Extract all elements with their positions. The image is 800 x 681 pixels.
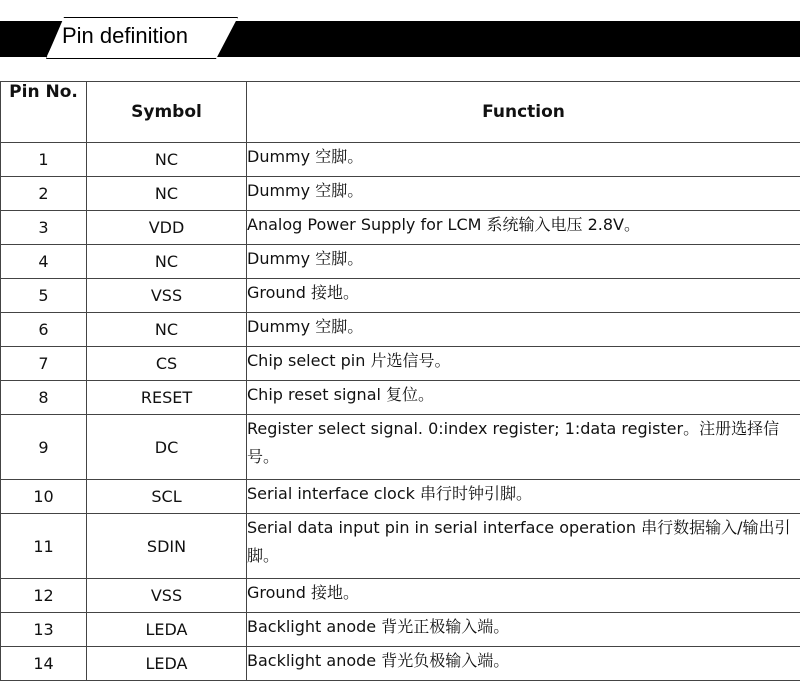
table-row [1, 613, 800, 647]
pin-symbol: NC [87, 245, 247, 279]
pin-function: Serial interface clock 串行时钟引脚。 [247, 480, 800, 514]
table-row [1, 647, 800, 681]
pin-number: 11 [1, 514, 87, 579]
header-symbol: Symbol [87, 82, 247, 143]
pin-number: 2 [1, 177, 87, 211]
pin-function: Dummy 空脚。 [247, 313, 800, 347]
table-row [1, 313, 800, 347]
table-row [1, 347, 800, 381]
pin-number: 12 [1, 579, 87, 613]
table-row [1, 579, 800, 613]
pin-number: 8 [1, 381, 87, 415]
pin-function: Chip reset signal 复位。 [247, 381, 800, 415]
pin-number: 10 [1, 480, 87, 514]
pin-symbol: SDIN [87, 514, 247, 579]
pin-symbol: VDD [87, 211, 247, 245]
pin-number: 13 [1, 613, 87, 647]
pin-symbol: LEDA [87, 613, 247, 647]
pin-number: 1 [1, 143, 87, 177]
table-row [1, 143, 800, 177]
pin-function: Dummy 空脚。 [247, 245, 800, 279]
pin-number: 14 [1, 647, 87, 681]
pin-symbol: DC [87, 415, 247, 480]
header-function: Function [247, 82, 800, 143]
pin-symbol: SCL [87, 480, 247, 514]
table-row [1, 245, 800, 279]
table-row [1, 514, 800, 579]
table-row [1, 177, 800, 211]
pin-function: Backlight anode 背光负极输入端。 [247, 647, 800, 681]
pin-symbol: NC [87, 143, 247, 177]
table-row [1, 415, 800, 480]
pin-symbol: VSS [87, 279, 247, 313]
pin-function: Chip select pin 片选信号。 [247, 347, 800, 381]
pin-symbol: VSS [87, 579, 247, 613]
table-row [1, 279, 800, 313]
pin-function: Analog Power Supply for LCM 系统输入电压 2.8V。 [247, 211, 800, 245]
pin-number: 3 [1, 211, 87, 245]
pin-function: Backlight anode 背光正极输入端。 [247, 613, 800, 647]
pin-symbol: RESET [87, 381, 247, 415]
header-pin-no: Pin No. [1, 82, 87, 143]
table-row [1, 211, 800, 245]
pin-function: Register select signal. 0:index register; 1:data register。注册选择信号。 [247, 415, 800, 480]
pin-function: Ground 接地。 [247, 279, 800, 313]
pin-definition-table [0, 81, 800, 681]
section-title: Pin definition [62, 23, 188, 49]
pin-number: 4 [1, 245, 87, 279]
pin-symbol: LEDA [87, 647, 247, 681]
pin-number: 7 [1, 347, 87, 381]
table-row [1, 381, 800, 415]
table-row [1, 480, 800, 514]
pin-symbol: NC [87, 313, 247, 347]
pin-symbol: CS [87, 347, 247, 381]
pin-function: Dummy 空脚。 [247, 177, 800, 211]
pin-number: 6 [1, 313, 87, 347]
pin-number: 9 [1, 415, 87, 480]
pin-function: Ground 接地。 [247, 579, 800, 613]
table-header-row [1, 82, 800, 143]
pin-symbol: NC [87, 177, 247, 211]
pin-function: Serial data input pin in serial interface operation 串行数据输入/输出引脚。 [247, 514, 800, 579]
pin-function: Dummy 空脚。 [247, 143, 800, 177]
pin-number: 5 [1, 279, 87, 313]
